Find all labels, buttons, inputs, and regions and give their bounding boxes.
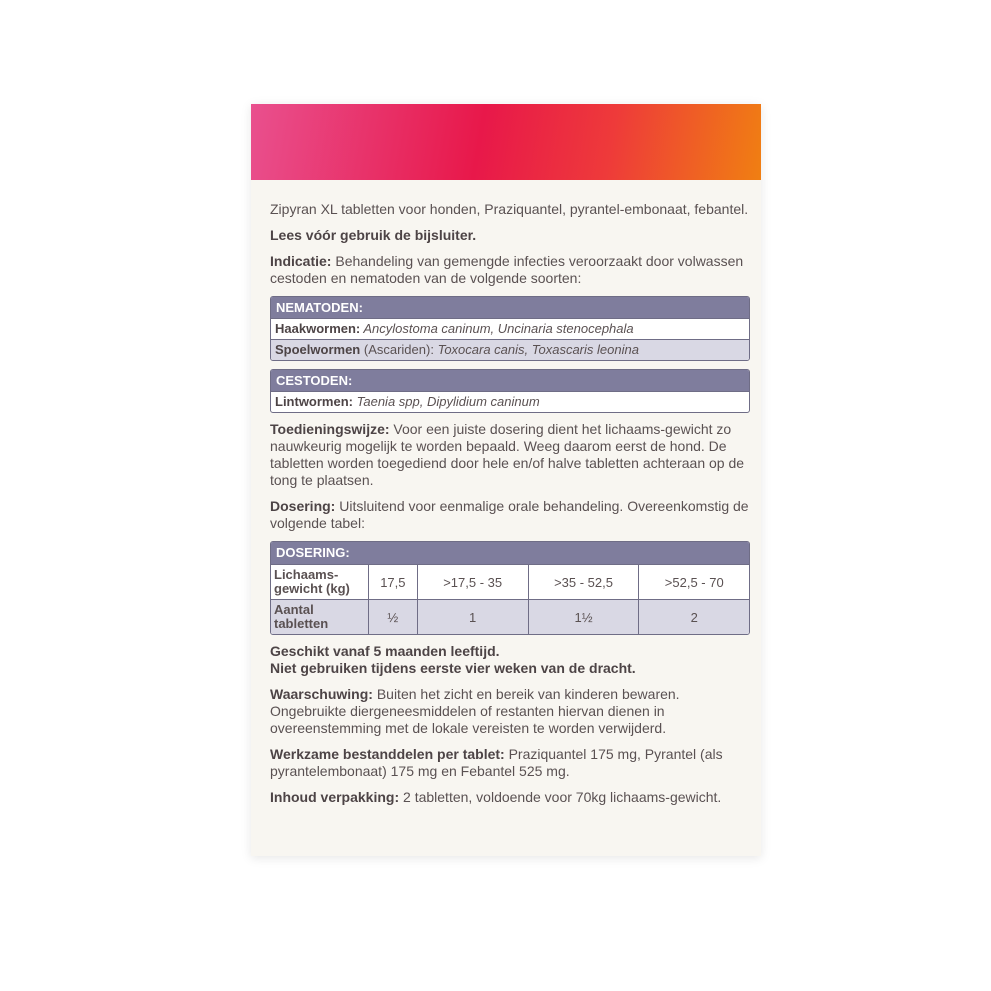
weight-row bbox=[271, 565, 749, 600]
read-first-notice: Lees vóór gebruik de bijsluiter. bbox=[270, 227, 477, 243]
count-cell: 1½ bbox=[528, 600, 639, 635]
count-row bbox=[271, 600, 749, 635]
weight-label: Lichaams-gewicht (kg) bbox=[271, 565, 369, 600]
cestoden-table bbox=[270, 369, 750, 413]
cestoden-header: CESTODEN: bbox=[271, 370, 749, 391]
weight-cell: 17,5 bbox=[369, 565, 418, 600]
inhoud-paragraph: Inhoud verpakking: 2 tabletten, voldoende voor 70kg lichaams-gewicht. bbox=[270, 789, 722, 805]
count-cell: ½ bbox=[369, 600, 418, 635]
package-label bbox=[251, 104, 761, 856]
weight-cell: >35 - 52,5 bbox=[528, 565, 639, 600]
table-row: Lintwormen: Taenia spp, Dipylidium caninum bbox=[271, 391, 749, 412]
dosering-table bbox=[270, 541, 750, 635]
dosering-header: DOSERING: bbox=[271, 542, 749, 564]
nematoden-header: NEMATODEN: bbox=[271, 297, 749, 318]
product-intro: Zipyran XL tabletten voor honden, Praziquantel, pyrantel-embonaat, febantel. bbox=[270, 201, 749, 217]
count-label: Aantal tabletten bbox=[271, 600, 369, 635]
nematoden-table bbox=[270, 296, 750, 361]
table-row: Haakwormen: Ancylostoma caninum, Uncinaria stenocephala bbox=[271, 318, 749, 339]
label-content bbox=[270, 201, 750, 815]
count-cell: 2 bbox=[639, 600, 749, 635]
toediening-paragraph: Toedieningswijze: Voor een juiste dosering dient het lichaams-gewicht zo nauwkeurig mogelijk te worden bepaald. Weeg daarom eerst de hond. De tabletten worden toegediend door hele en/of halve tabletten achteraan op de tong te plaatsen. bbox=[270, 421, 745, 488]
waarschuwing-paragraph: Waarschuwing: Buiten het zicht en bereik van kinderen bewaren. Ongebruikte diergeneesmiddelen of restanten hiervan dienen in overeenstemming met de lokale vereisten te worden verwijderd. bbox=[270, 686, 680, 736]
count-cell: 1 bbox=[417, 600, 528, 635]
weight-cell: >52,5 - 70 bbox=[639, 565, 749, 600]
gradient-banner bbox=[251, 104, 761, 180]
indicatie-paragraph: Indicatie: Behandeling van gemengde infecties veroorzaakt door volwassen cestoden en nematoden van de volgende soorten: bbox=[270, 253, 744, 286]
werkzame-paragraph: Werkzame bestanddelen per tablet: Praziquantel 175 mg, Pyrantel (als pyrantelembonaat) 175 mg en Febantel 525 mg. bbox=[270, 746, 723, 779]
table-row: Spoelwormen (Ascariden): Toxocara canis, Toxascaris leonina bbox=[271, 339, 749, 360]
dosering-paragraph: Dosering: Uitsluitend voor eenmalige orale behandeling. Overeenkomstig de volgende tabel: bbox=[270, 498, 749, 531]
weight-cell: >17,5 - 35 bbox=[417, 565, 528, 600]
age-and-pregnancy-notice: Geschikt vanaf 5 maanden leeftijd. Niet gebruiken tijdens eerste vier weken van de dracht. bbox=[270, 643, 636, 676]
